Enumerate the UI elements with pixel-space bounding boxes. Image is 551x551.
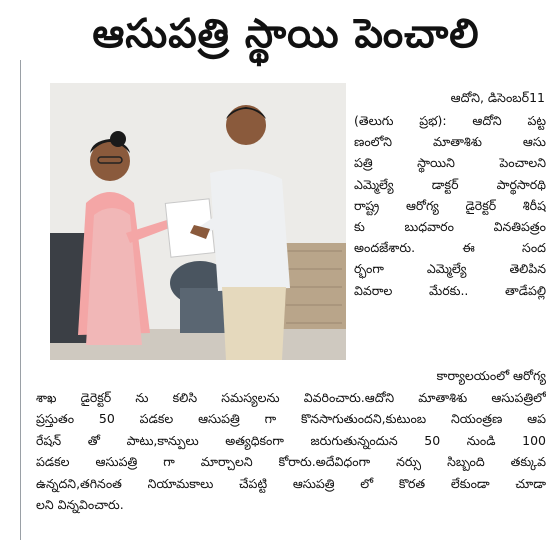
body-line: పడకల ఆసుపత్రి గా మార్చాలని కోరారు.అదేవిధంగా నర్సు సిబ్బంది తక్కువ xyxy=(36,454,546,469)
body-line: ప్రస్తుతం 50 పడకల ఆసుపత్రి గా కొనసాగుతుందని,కుటుంబ నియంత్రణ ఆప xyxy=(36,411,546,426)
side-line: ఎమ్మెల్యే డాక్టర్ పార్థసారథి xyxy=(354,176,546,192)
side-line: వివరాల మేరకు.. తాడేపల్లి xyxy=(354,282,546,298)
side-line: (తెలుగు ప్రభ): ఆదోని పట్ట xyxy=(354,113,546,128)
side-line: ణంలోని మాతాశిశు ఆసు xyxy=(354,134,546,150)
headline: ఆసుపత్రి స్థాయి పెంచాలి xyxy=(92,11,480,57)
body-line: ఉన్నదని,తగినంత నియామకాలు చేపట్టి ఆసుపత్రి లో కొరత లేకుండా చూడా xyxy=(36,475,546,491)
dateline: ఆదోని, డిసెంబర్11 xyxy=(450,90,545,105)
body-line: శాఖ డైరెక్టర్ ను కలిసి సమస్యలను వివరించారు.ఆదోని మాతాశిశు ఆసుపత్రిలో xyxy=(36,389,546,405)
body-line: లని విన్నవించారు. xyxy=(36,497,124,512)
body-line: రేషన్ తో పాటు,కాన్పులు అత్యధికంగా జరుగుతున్నందున 50 నుండి 100 xyxy=(36,432,546,448)
side-column xyxy=(354,110,546,301)
side-line: అందజేశారు. ఈ సంద xyxy=(354,240,546,256)
body-column xyxy=(36,365,546,516)
body-line: కార్యాలయంలో ఆరోగ్య xyxy=(436,368,546,383)
side-line: కు బుధవారం వినతిపత్రం xyxy=(354,219,546,235)
column-divider xyxy=(20,60,21,540)
photo-illustration xyxy=(50,83,346,360)
side-line: రాష్ట్ర ఆరోగ్య డైరెక్టర్ శిరీష xyxy=(354,197,546,213)
side-line: ర్భంగా ఎమ్మెల్యే తెలిపిన xyxy=(354,261,546,277)
news-photo xyxy=(50,83,346,360)
side-line: పత్రి స్థాయిని పెంచాలని xyxy=(354,155,546,171)
